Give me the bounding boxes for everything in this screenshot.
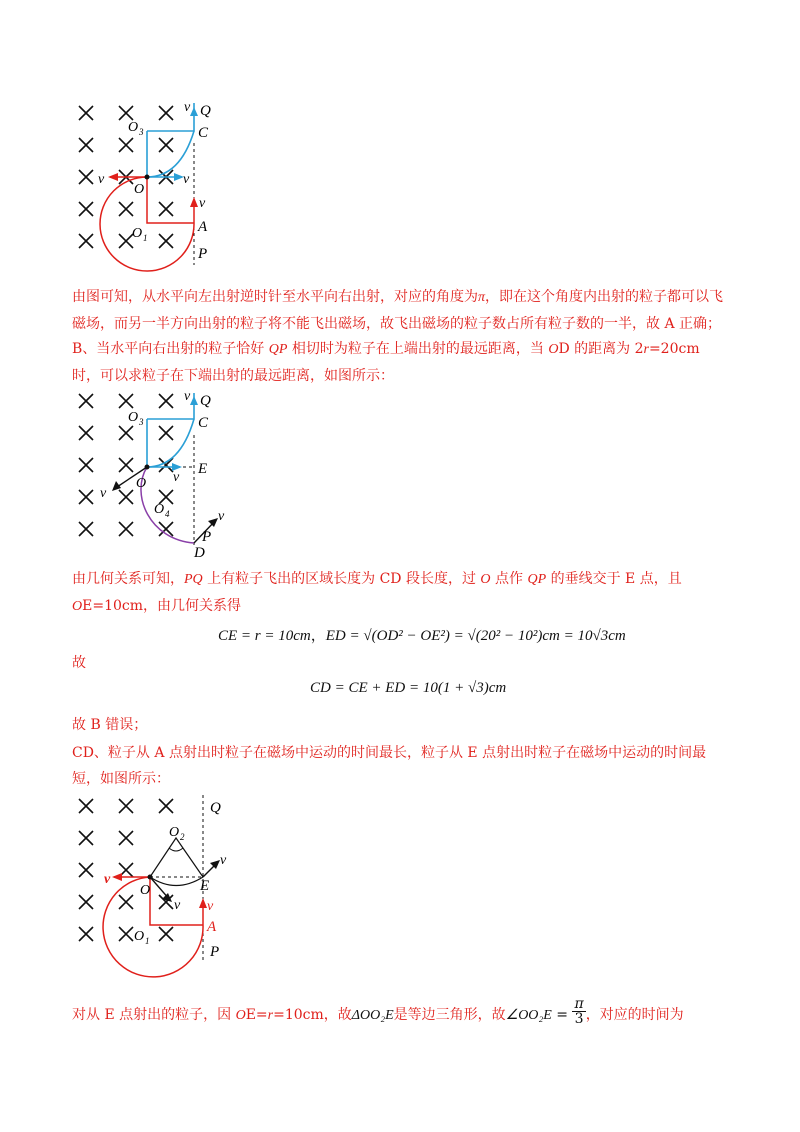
paragraph-analysis-A: 由图可知，从水平向左出射逆时针至水平向右出射，对应的角度为π，即在这个角度内出射的粒子都可以飞磁场，而另一半方向出射的粒子将不能飞出磁场，故飞出磁场的粒子数占所有粒子数的一半，故 A 正确； (72, 289, 724, 332)
fraction-pi-over-3: $\frac{\pi}{3}$ (574, 995, 584, 1027)
label-v-right: v (218, 509, 225, 524)
label-v-mid: v (173, 470, 180, 485)
cyan-velocity-arrow (190, 396, 198, 405)
cyan-trajectory (147, 393, 194, 467)
label-O3: O (128, 410, 139, 425)
paragraph-analysis-B: B、当水平向右出射的粒子恰好 QP 相切时为粒子在上端出射的最远距离，当 OD 的距离为 2r=20cm 时，可以求粒子在下端出射的最远距离，如图所示： (72, 341, 700, 384)
label-O: O (134, 182, 145, 197)
text-B-wrong: 故 B 错误； (72, 717, 148, 733)
label-v-A: v (207, 899, 214, 914)
label-v-left: v (100, 486, 107, 501)
label-v-top: v (184, 100, 191, 115)
label-E: E (198, 461, 208, 477)
label-v-mid: v (174, 898, 181, 913)
label-O1-sub: 1 (143, 233, 148, 243)
red-trajectory (103, 877, 203, 977)
label-v-left: v (98, 172, 105, 187)
label-P: P (202, 529, 212, 545)
point-O (148, 875, 153, 880)
label-O2: O (169, 825, 180, 840)
figure-2-diagram (70, 385, 240, 560)
label-P: P (210, 944, 220, 960)
label-v-right: v (183, 172, 190, 187)
figure-3-diagram (70, 790, 240, 990)
label-O3: O (128, 120, 139, 135)
arc-angle (169, 848, 183, 851)
label-O3-sub: 3 (139, 417, 144, 427)
symbol-pi: π (478, 290, 486, 305)
label-Q: Q (200, 393, 211, 409)
label-v-A: v (199, 196, 206, 211)
label-A: A (207, 919, 217, 935)
label-O2-sub: 2 (180, 832, 185, 842)
triangle-O-O2-E (150, 838, 203, 877)
label-Q: Q (210, 800, 221, 816)
label-O4-sub: 4 (165, 509, 170, 519)
red-arrow-up-A (199, 898, 207, 908)
text-gu: 故 (72, 655, 86, 671)
paragraph-analysis-CD: CD、粒子从 A 点射出时粒子在磁场中运动的时间最长，粒子从 E 点射出时粒子在磁场中运动的时间最短，如图所示： (72, 745, 707, 787)
paragraph-E-particle: 对从 E 点射出的粒子，因 OE=r=10cm，故ΔOO₂E是等边三角形，故∠OO₂E = $\frac{\pi}{3}$ ，对应的时间为 (72, 995, 684, 1027)
label-v-right: v (220, 853, 227, 868)
label-Q: Q (200, 103, 211, 119)
cyan-velocity-arrow (190, 107, 198, 116)
label-D: D (194, 545, 205, 560)
point-O (145, 465, 150, 470)
label-O1: O (132, 226, 143, 241)
label-O: O (140, 883, 151, 898)
red-arrow-up-A (190, 197, 198, 207)
black-arrow-right (208, 518, 218, 527)
magnetic-field-crosses (79, 799, 173, 941)
arc-short (150, 877, 203, 886)
equation-CD: CD = CE + ED = 10(1 + √3)cm (310, 680, 507, 696)
label-v-top: v (184, 389, 191, 404)
label-v-left: v (104, 872, 111, 887)
label-P: P (198, 246, 208, 262)
label-O3-sub: 3 (139, 127, 144, 137)
label-O: O (136, 476, 147, 491)
red-arrow-left (112, 873, 122, 881)
label-O1-sub: 1 (145, 936, 150, 946)
point-O (145, 175, 150, 180)
red-trajectory (100, 177, 194, 271)
label-C: C (198, 125, 209, 141)
equation-CE-ED: CE = r = 10cm，ED = √(OD² − OE²) = √(20² − 10²)cm = 10√3cm (218, 628, 626, 644)
label-O1: O (134, 929, 145, 944)
paragraph-geometry: 由几何关系可知，PQ 上有粒子飞出的区域长度为 CD 段长度，过 O 点作 QP 的垂线交于 E 点，且 OE=10cm，由几何关系得 (72, 571, 682, 614)
label-C: C (198, 415, 209, 431)
red-arrow-left (108, 173, 118, 181)
label-A: A (198, 219, 208, 235)
figure-1-diagram (70, 95, 240, 275)
label-O4: O (154, 502, 165, 517)
label-E: E (200, 878, 210, 894)
